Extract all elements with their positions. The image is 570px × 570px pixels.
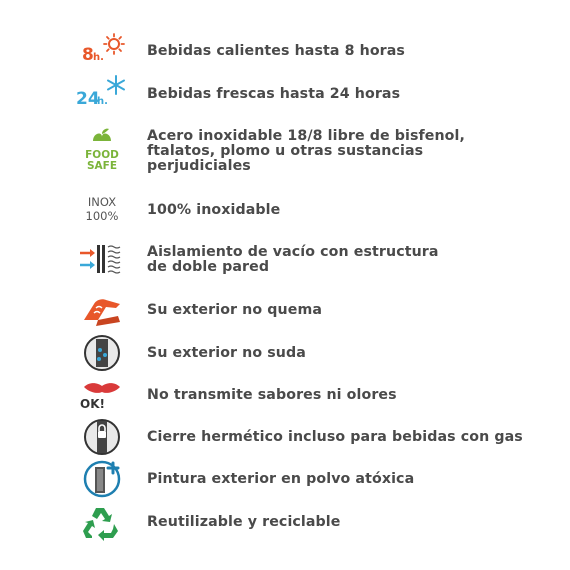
feature-label: Aislamiento de vacío con estructura de doble pared bbox=[147, 244, 439, 275]
feature-row-atoxic bbox=[0, 459, 570, 499]
no-sweat-icon bbox=[76, 333, 128, 373]
feature-row-food-safe bbox=[0, 122, 570, 180]
feature-label: Bebidas frescas hasta 24 horas bbox=[147, 86, 401, 102]
feature-label: Su exterior no suda bbox=[147, 345, 306, 361]
cold-24h-icon bbox=[76, 74, 128, 114]
svg-text:8: 8 bbox=[82, 45, 94, 65]
feature-row-inox bbox=[0, 190, 570, 230]
no-taste-icon bbox=[76, 375, 128, 415]
feature-label: Reutilizable y reciclable bbox=[147, 514, 341, 530]
inox-100-icon bbox=[76, 190, 128, 230]
vacuum-insulation-icon bbox=[76, 240, 128, 280]
svg-text:OK!: OK! bbox=[80, 397, 105, 411]
svg-text:24: 24 bbox=[76, 89, 100, 109]
feature-row-vacuum bbox=[0, 240, 570, 280]
feature-label: Acero inoxidable 18/8 libre de bisfenol, ftalatos, plomo u otras sustancias perjudiciales bbox=[147, 128, 465, 174]
feature-label: Cierre hermético incluso para bebidas con gas bbox=[147, 429, 523, 445]
feature-row-hot bbox=[0, 32, 570, 72]
feature-row-no-sweat bbox=[0, 333, 570, 373]
feature-label: 100% inoxidable bbox=[147, 202, 281, 218]
feature-label: Pintura exterior en polvo atóxica bbox=[147, 471, 415, 487]
no-burn-icon bbox=[76, 290, 128, 330]
feature-row-hermetic bbox=[0, 417, 570, 457]
svg-text:100%: 100% bbox=[85, 209, 119, 223]
feature-row-recycle bbox=[0, 502, 570, 542]
feature-label: Su exterior no quema bbox=[147, 302, 323, 318]
recycle-icon bbox=[76, 502, 128, 542]
feature-row-cold bbox=[0, 74, 570, 114]
feature-row-no-burn bbox=[0, 290, 570, 330]
svg-text:h.: h. bbox=[97, 96, 108, 107]
svg-text:SAFE: SAFE bbox=[86, 160, 118, 172]
hermetic-lock-icon bbox=[76, 417, 128, 457]
svg-text:FOOD: FOOD bbox=[85, 149, 119, 161]
hot-8h-icon bbox=[76, 32, 128, 72]
svg-text:h.: h. bbox=[93, 52, 104, 63]
feature-label: Bebidas calientes hasta 8 horas bbox=[147, 43, 405, 59]
svg-text:INOX: INOX bbox=[87, 195, 117, 209]
atoxic-paint-icon bbox=[76, 459, 128, 499]
feature-row-no-taste bbox=[0, 375, 570, 415]
feature-label: No transmite sabores ni olores bbox=[147, 387, 397, 403]
food-safe-icon bbox=[76, 128, 128, 174]
